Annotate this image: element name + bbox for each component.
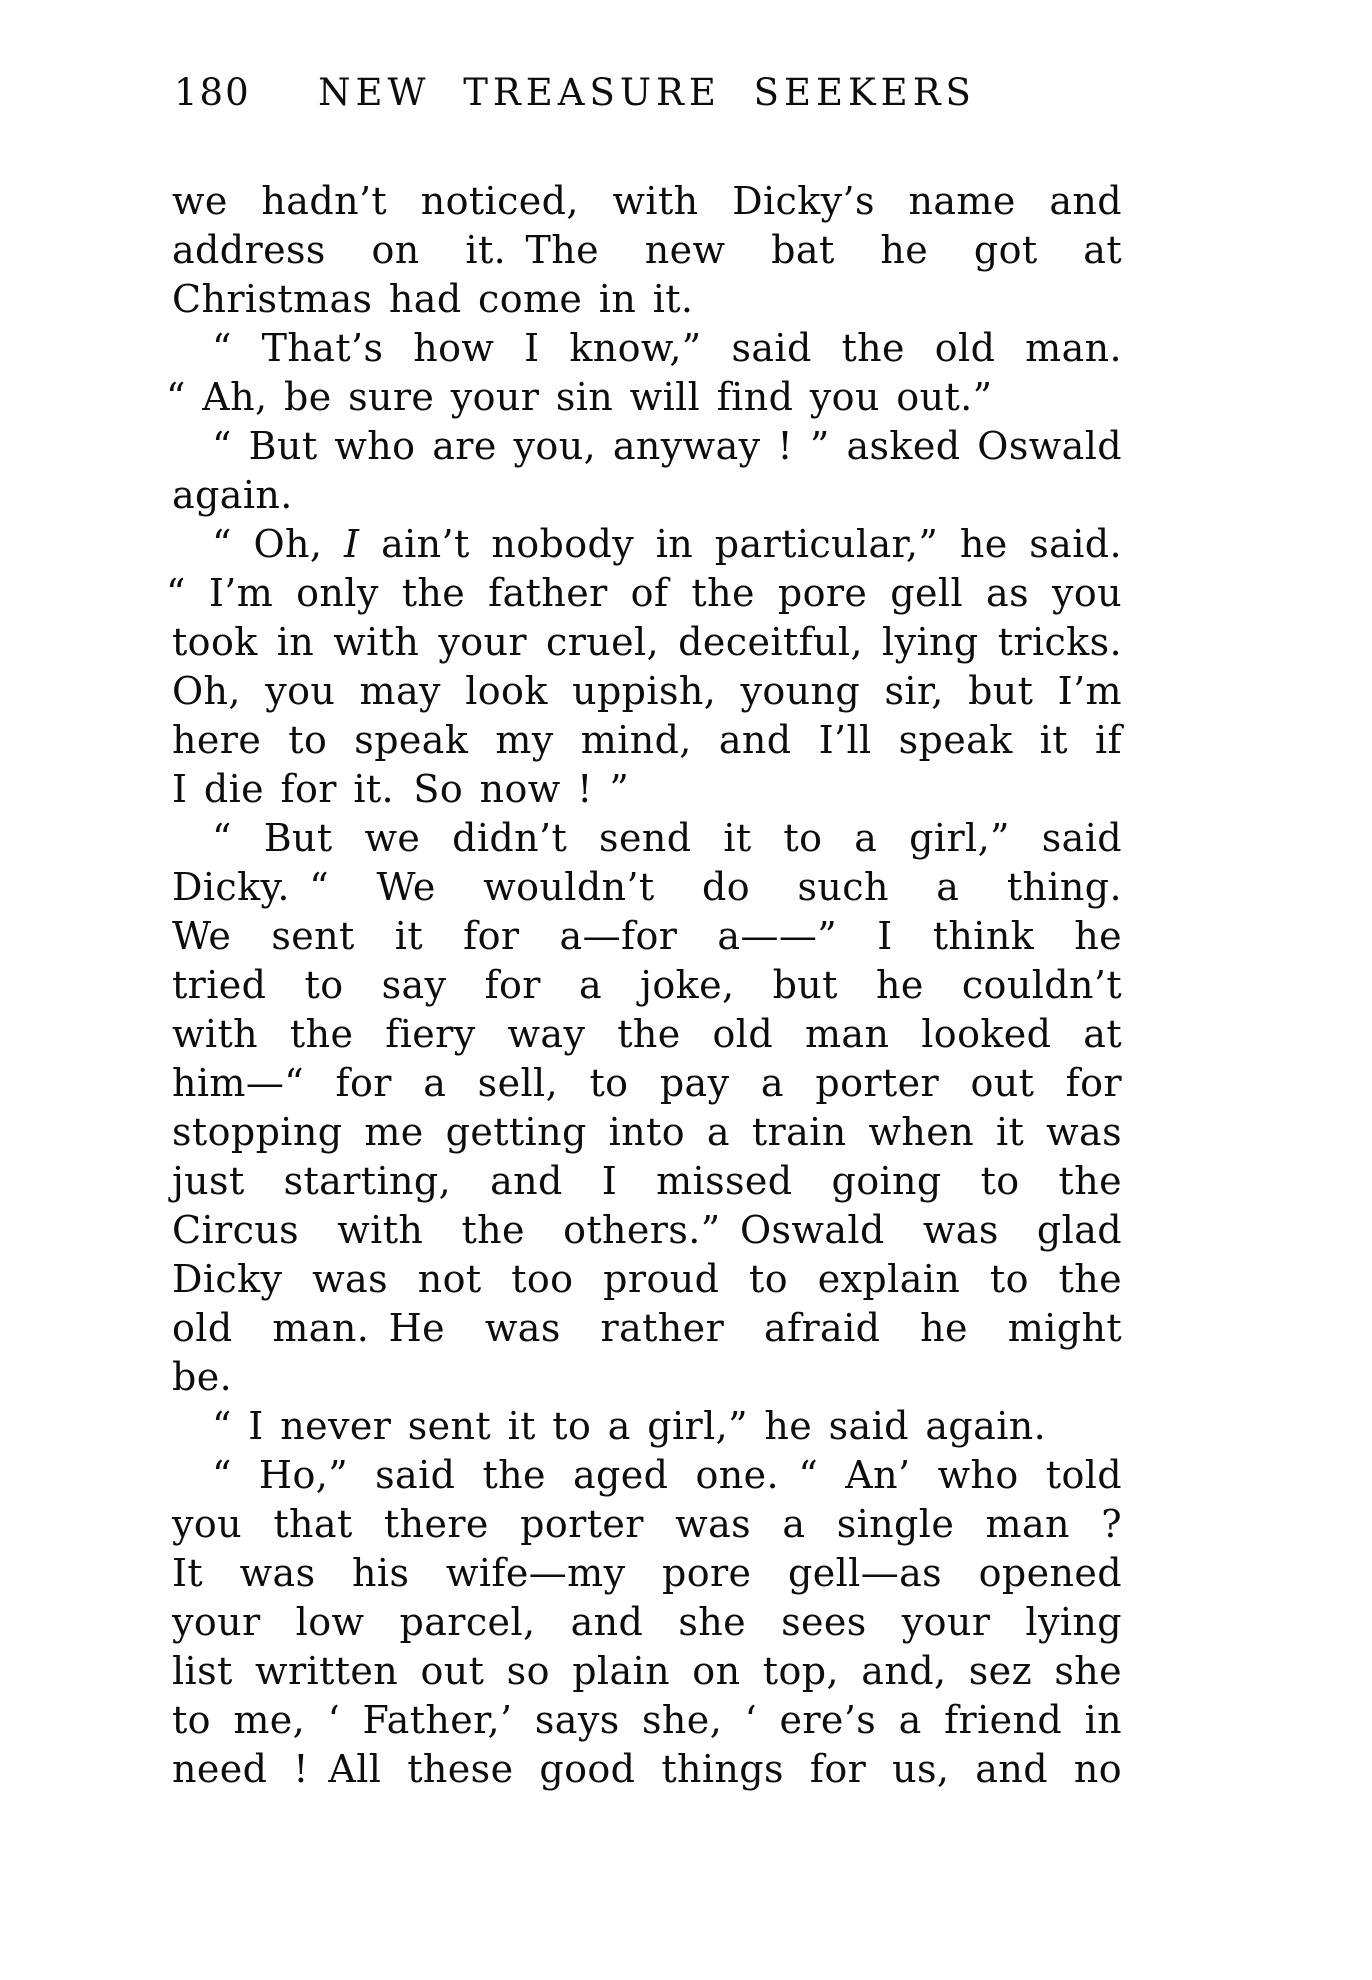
- text-line: I die for it. So now ! ”: [172, 767, 630, 811]
- page-title: NEW TREASURE SEEKERS: [318, 71, 976, 114]
- page-number: 180: [174, 71, 251, 114]
- text-line: “ Ho,” said the aged one. “ An’ who told: [212, 1453, 1122, 1497]
- text-line: Dicky was not too proud to explain to the: [172, 1257, 1122, 1301]
- text-line: “ Ah, be sure your sin will find you out.”: [166, 375, 993, 419]
- text-line: took in with your cruel, deceitful, lying tricks.: [172, 620, 1122, 664]
- text-line: Oh, you may look uppish, young sir, but I’m: [172, 669, 1122, 713]
- text-line: address on it. The new bat he got at: [172, 228, 1122, 272]
- text-line: Christmas had come in it.: [172, 277, 694, 321]
- text-line: We sent it for a—for a——” I think he: [172, 914, 1122, 958]
- text-line: just starting, and I missed going to the: [172, 1159, 1122, 1203]
- text-line: It was his wife—my pore gell—as opened: [172, 1551, 1122, 1595]
- text-line: “ I’m only the father of the pore gell as you: [166, 571, 1122, 615]
- text-line: Circus with the others.” Oswald was glad: [172, 1208, 1122, 1252]
- text-line: here to speak my mind, and I’ll speak it if: [172, 718, 1122, 762]
- text-line: old man. He was rather afraid he might: [172, 1306, 1122, 1350]
- text-line: list written out so plain on top, and, sez she: [172, 1649, 1122, 1693]
- text-line: him—“ for a sell, to pay a porter out for: [172, 1061, 1122, 1105]
- body-text: [166, 177, 1122, 1794]
- text-line: “ I never sent it to a girl,” he said again.: [212, 1404, 1047, 1448]
- text-line: “ That’s how I know,” said the old man.: [212, 326, 1122, 370]
- text-line: with the fiery way the old man looked at: [172, 1012, 1122, 1056]
- text-line: you that there porter was a single man ?: [172, 1502, 1122, 1546]
- text-line: “ But who are you, anyway ! ” asked Oswald: [212, 424, 1122, 468]
- text-line: be.: [172, 1355, 233, 1399]
- text-line: tried to say for a joke, but he couldn’t: [172, 963, 1122, 1007]
- text-line: “ But we didn’t send it to a girl,” said: [212, 816, 1122, 860]
- text-line: we hadn’t noticed, with Dicky’s name and: [172, 179, 1122, 223]
- text-line: again.: [172, 473, 293, 517]
- text-line: need ! All these good things for us, and no: [172, 1747, 1122, 1791]
- text-line: your low parcel, and she sees your lying: [172, 1600, 1122, 1644]
- running-head: [172, 72, 1122, 114]
- text-line: stopping me getting into a train when it was: [172, 1110, 1122, 1154]
- text-line: to me, ‘ Father,’ says she, ‘ ere’s a friend in: [172, 1698, 1122, 1742]
- text-line: “ Oh, I ain’t nobody in particular,” he said.: [212, 522, 1122, 566]
- text-line: Dicky. “ We wouldn’t do such a thing.: [172, 865, 1122, 909]
